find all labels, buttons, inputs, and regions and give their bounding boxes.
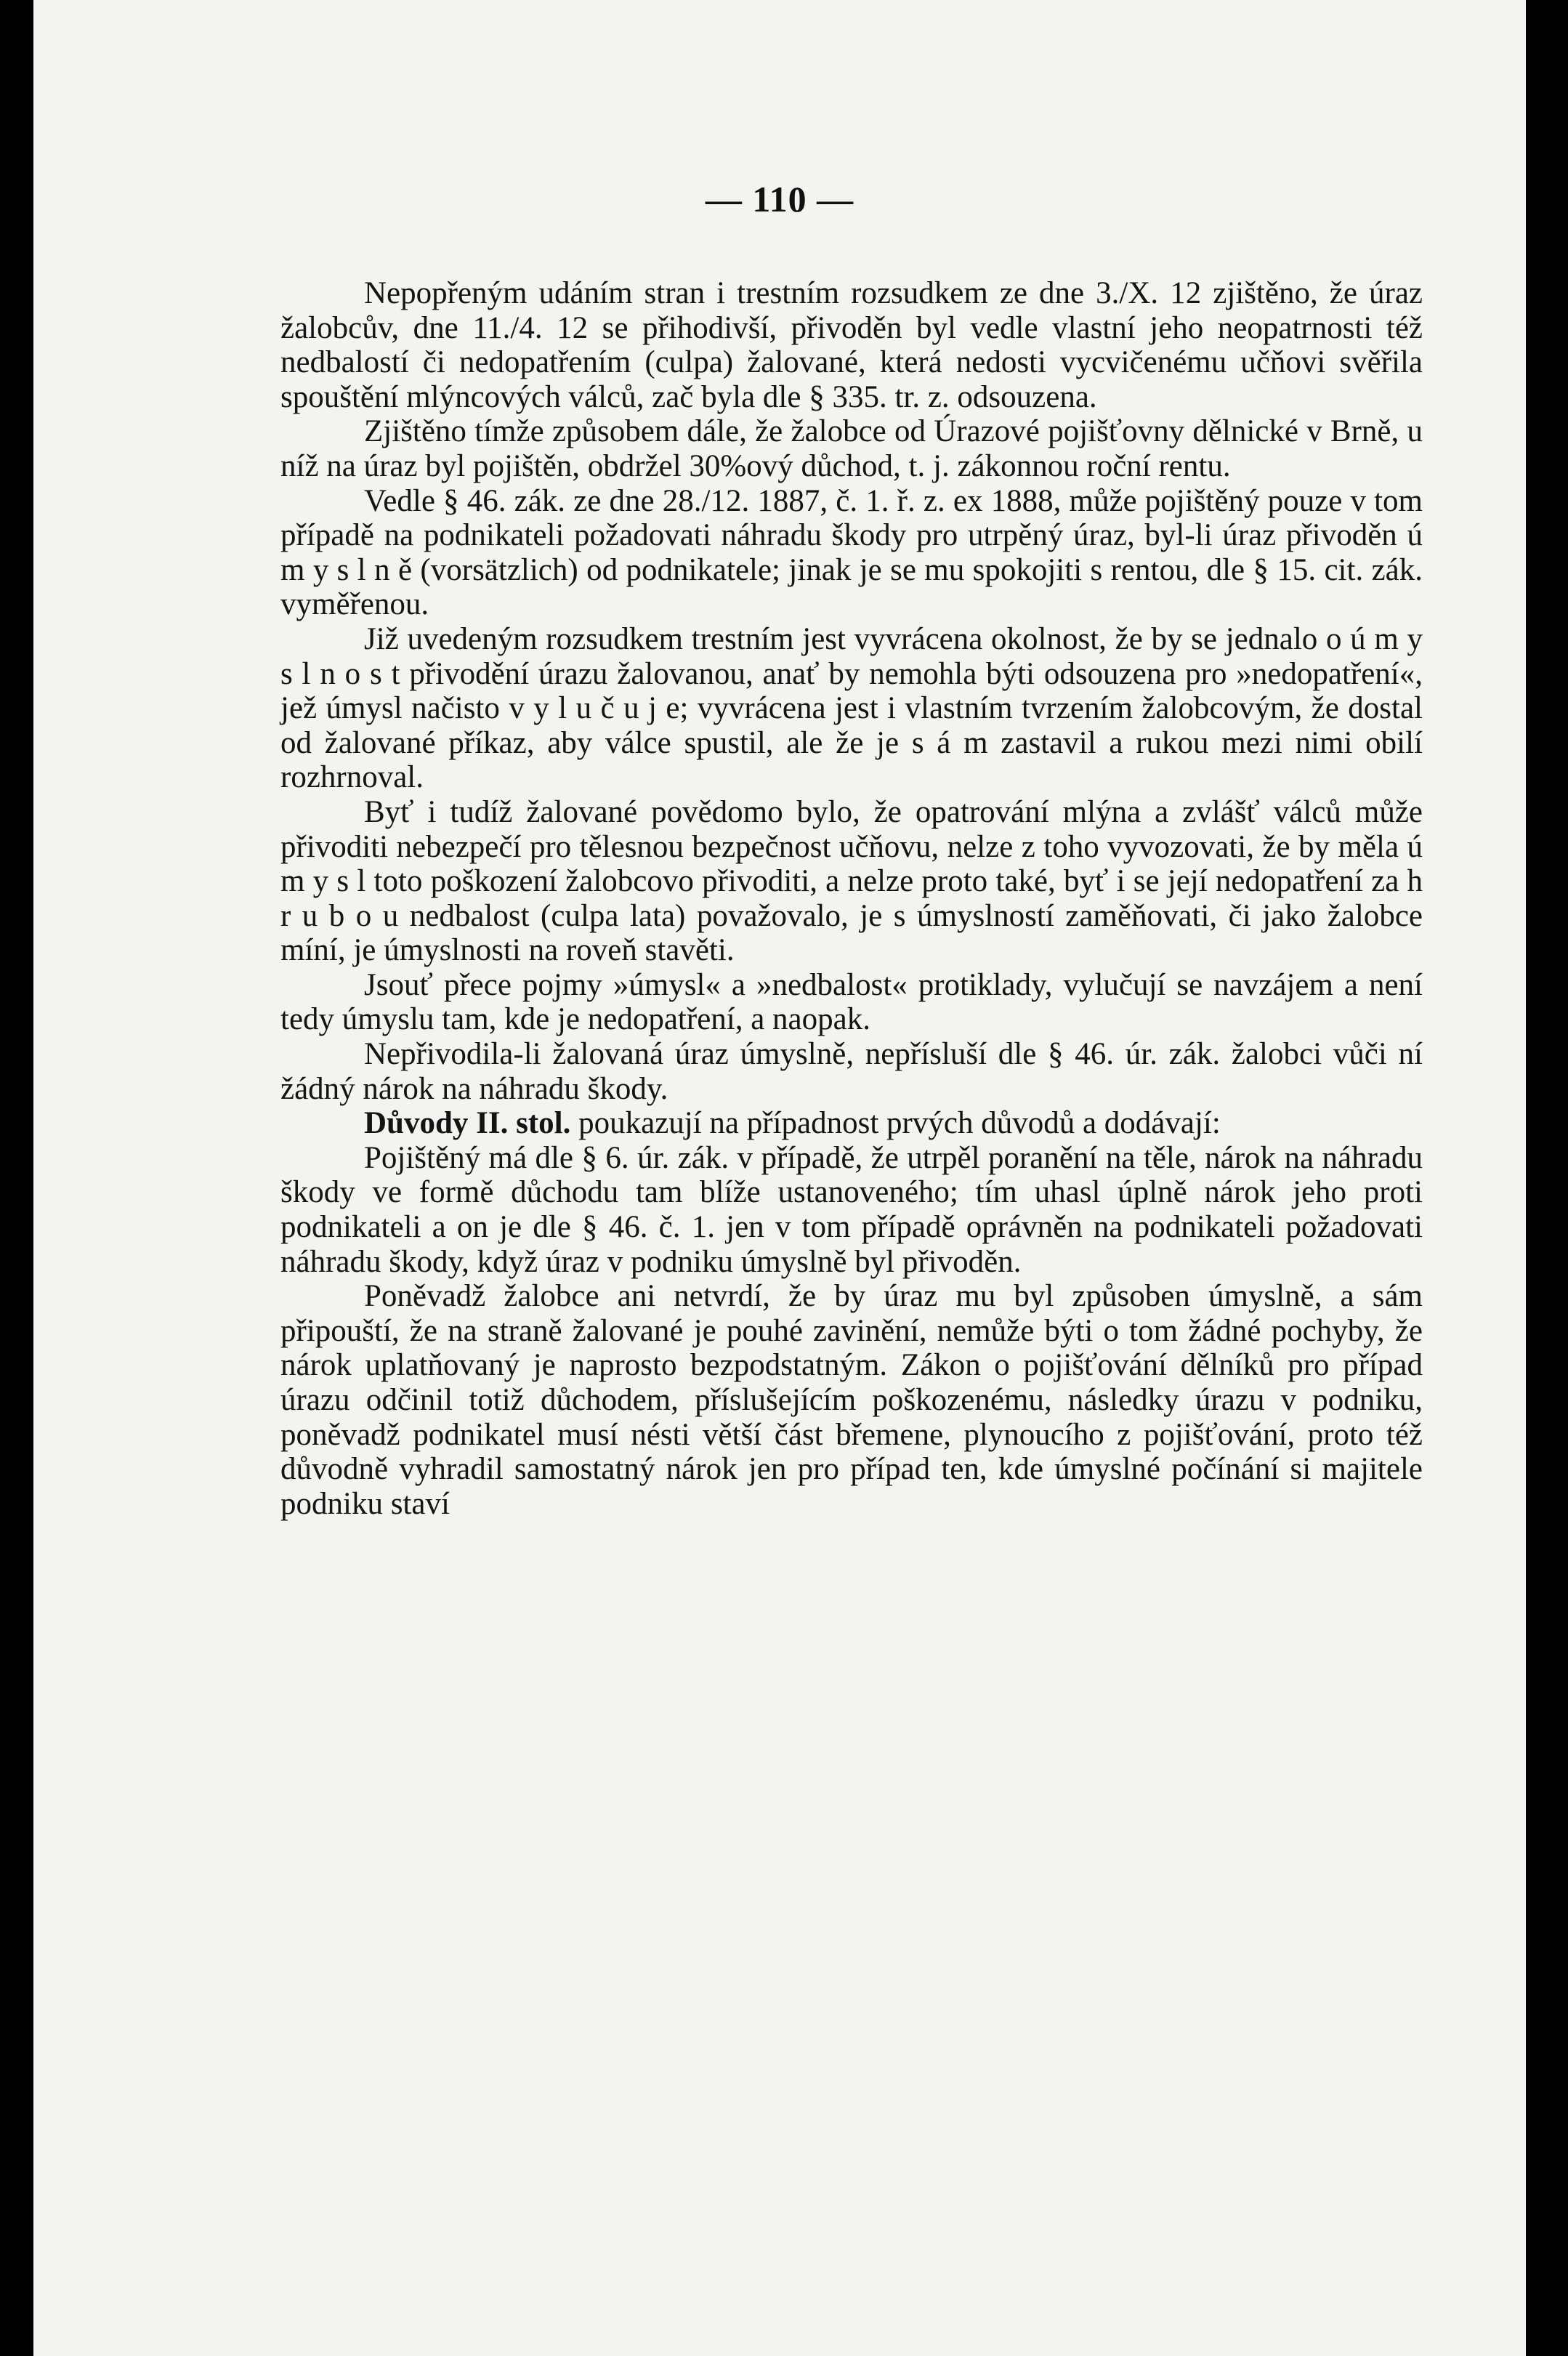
paragraph-7: Nepřivodila-li žalovaná úraz úmyslně, nepřísluší dle § 46. úr. zák. žalobci vůči ní žádný nárok na náhradu škody.: [280, 1037, 1423, 1106]
paragraph-6: Jsouť přece pojmy »úmysl« a »nedbalost« protiklady, vylučují se navzájem a není tedy úmyslu tam, kde je nedopatření, a naopak.: [280, 967, 1423, 1037]
paragraph-4: Již uvedeným rozsudkem trestním jest vyvrácena okolnost, že by se jednalo o ú m y s l n o s t přivodění úrazu žalovanou, anať by nemohla býti odsouzena pro »nedopatření«, jež úmysl načisto v y l u č u j e; vyvrácena jest i vlastním tvrzením žalobcovým, že dostal od žalované příkaz, aby válce spustil, ale že je s á m zastavil a rukou mezi nimi obilí rozhrnoval.: [280, 621, 1423, 795]
paragraph-10: Poněvadž žalobce ani netvrdí, že by úraz mu byl způsoben úmyslně, a sám připouští, že na straně žalované je pouhé zavinění, nemůže býti o tom žádné pochyby, že nárok uplatňovaný je naprosto bezpodstatným. Zákon o pojišťování dělníků pro případ úrazu odčinil totiž důchodem, příslušejícím poškozenému, následky úrazu v podniku, poněvadž podnikatel musí nésti větší část břemene, plynoucího z pojišťování, proto též důvodně vyhradil samostatný nárok jen pro případ ten, kde úmyslné počínání si majitele podniku staví: [280, 1279, 1423, 1521]
paragraph-8: [280, 1106, 1423, 1141]
body-text: [280, 276, 1423, 1521]
scan-border-right: [1526, 0, 1568, 2356]
paragraph-8-lead: Důvody II. stol.: [364, 1106, 571, 1141]
paragraph-3: Vedle § 46. zák. ze dne 28./12. 1887, č. 1. ř. z. ex 1888, může pojištěný pouze v tom případě na podnikateli požadovati náhradu škody pro utrpěný úraz, byl-li úraz přivoděn ú m y s l n ě (vorsätzlich) od podnikatele; jinak je se mu spokojiti s rentou, dle § 15. cit. zák. vyměřenou.: [280, 483, 1423, 622]
page-number: — 110 —: [705, 179, 854, 219]
paragraph-5: Byť i tudíž žalované povědomo bylo, že opatrování mlýna a zvlášť válců může přivoditi nebezpečí pro tělesnou bezpečnost učňovu, nelze z toho vyvozovati, že by měla ú m y s l toto poškození žalobcovo přivoditi, a nelze proto také, byť i se její nedopatření za h r u b o u nedbalost (culpa lata) považovalo, je s úmyslností zaměňovati, či jako žalobce míní, je úmyslnosti na roveň stavěti.: [280, 794, 1423, 968]
paragraph-2: Zjištěno tímže způsobem dále, že žalobce od Úrazové pojišťovny dělnické v Brně, u níž na úraz byl pojištěn, obdržel 30%ový důchod, t. j. zákonnou roční rentu.: [280, 414, 1423, 483]
paragraph-1: Nepopřeným udáním stran i trestním rozsudkem ze dne 3./X. 12 zjištěno, že úraz žalobcův, dne 11./4. 12 se přihodivší, přivoděn byl vedle vlastní jeho neopatrnosti též nedbalostí či nedopatřením (culpa) žalované, která nedosti vycvičenému učňovi svěřila spouštění mlýncových válců, zač byla dle § 335. tr. z. odsouzena.: [280, 276, 1423, 414]
paragraph-8-text: poukazují na případnost prvých důvodů a dodávají:: [578, 1106, 1221, 1141]
scan-border-left: [0, 0, 33, 2356]
paragraph-9: Pojištěný má dle § 6. úr. zák. v případě, že utrpěl poranění na těle, nárok na náhradu škody ve formě důchodu tam blíže ustanoveného; tím uhasl úplně nárok jeho proti podnikateli a on je dle § 46. č. 1. jen v tom případě oprávněn na podnikateli požadovati náhradu škody, když úraz v podniku úmyslně byl přivoděn.: [280, 1140, 1423, 1279]
book-page: [33, 0, 1526, 2356]
